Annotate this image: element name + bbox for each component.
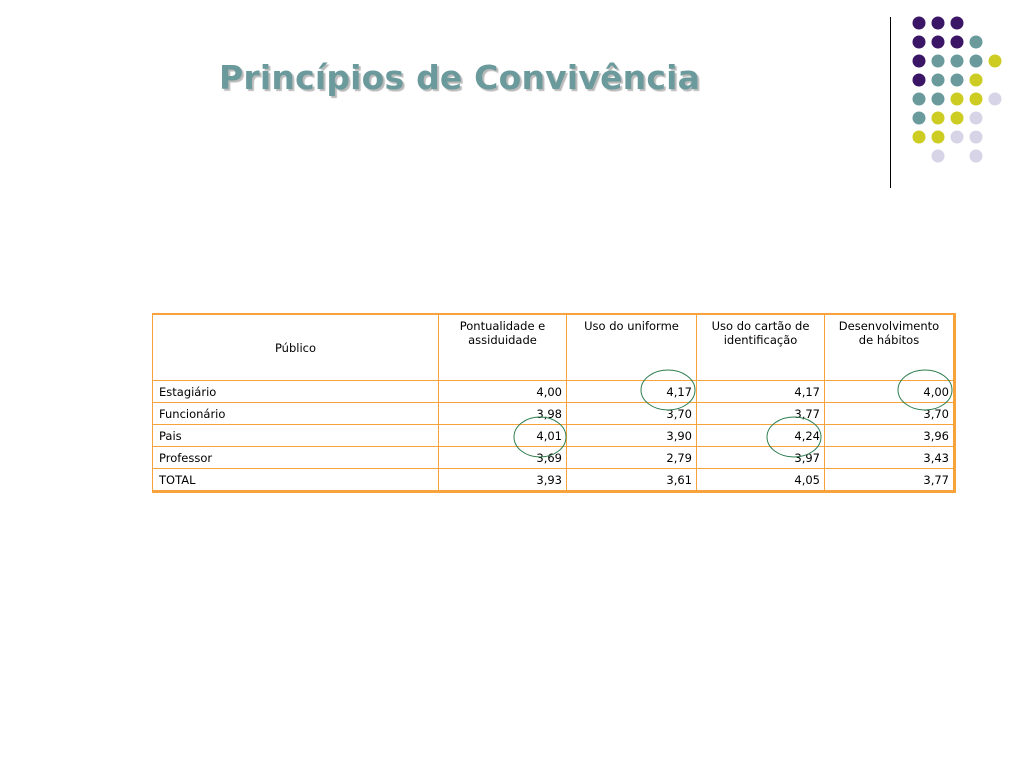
cell-value: 4,00	[825, 381, 955, 403]
decorative-dot	[932, 36, 945, 49]
decorative-dot	[913, 93, 926, 106]
decorative-dot	[913, 74, 926, 87]
decorative-dot	[970, 74, 983, 87]
cell-value: 3,96	[825, 425, 955, 447]
row-label: Funcionário	[153, 403, 439, 425]
table-header-row	[153, 314, 955, 381]
cell-value: 3,98	[439, 403, 567, 425]
decorative-dot	[932, 150, 945, 163]
cell-value: 4,24	[697, 425, 825, 447]
cell-value: 3,77	[697, 403, 825, 425]
divider-line	[890, 17, 891, 188]
header-pontualidade: Pontualidade e assiduidade	[439, 314, 567, 381]
decorative-dot	[970, 36, 983, 49]
table-row	[153, 425, 955, 447]
decorative-dot	[970, 131, 983, 144]
row-label: Professor	[153, 447, 439, 469]
decorative-dot	[970, 112, 983, 125]
cell-value: 3,70	[567, 403, 697, 425]
decorative-dot	[989, 93, 1002, 106]
decorative-dot	[932, 112, 945, 125]
decorative-dot-grid	[0, 0, 1024, 200]
cell-value: 3,70	[825, 403, 955, 425]
cell-value: 3,69	[439, 447, 567, 469]
cell-value: 4,17	[697, 381, 825, 403]
decorative-dot	[913, 17, 926, 30]
decorative-dot	[932, 131, 945, 144]
decorative-dot	[932, 55, 945, 68]
header-cartao: Uso do cartão de identificação	[697, 314, 825, 381]
decorative-dot	[951, 36, 964, 49]
table-row	[153, 447, 955, 469]
decorative-dot	[951, 17, 964, 30]
header-uniforme: Uso do uniforme	[567, 314, 697, 381]
decorative-dot	[932, 17, 945, 30]
results-table	[152, 313, 956, 493]
decorative-dot	[913, 112, 926, 125]
decorative-dot	[970, 150, 983, 163]
decorative-dot	[970, 93, 983, 106]
slide-title: Princípios de Convivência	[219, 58, 701, 97]
table-row	[153, 381, 955, 403]
decorative-dot	[932, 93, 945, 106]
cell-value: 4,17	[567, 381, 697, 403]
cell-value: 3,93	[439, 469, 567, 492]
cell-value: 4,00	[439, 381, 567, 403]
decorative-dot	[970, 55, 983, 68]
table-row	[153, 403, 955, 425]
cell-value: 4,05	[697, 469, 825, 492]
decorative-dot	[951, 112, 964, 125]
cell-value: 3,90	[567, 425, 697, 447]
decorative-dot	[951, 74, 964, 87]
cell-value: 4,01	[439, 425, 567, 447]
table-row-total	[153, 469, 955, 492]
decorative-dot	[989, 55, 1002, 68]
decorative-dot	[913, 36, 926, 49]
header-habitos: Desenvolvimento de hábitos	[825, 314, 955, 381]
row-label: Estagiário	[153, 381, 439, 403]
decorative-dot	[932, 74, 945, 87]
cell-value: 3,61	[567, 469, 697, 492]
cell-value: 3,77	[825, 469, 955, 492]
decorative-dot	[951, 131, 964, 144]
decorative-dot	[951, 93, 964, 106]
header-publico: Público	[153, 314, 439, 381]
decorative-dot	[913, 55, 926, 68]
decorative-dot	[913, 131, 926, 144]
cell-value: 3,97	[697, 447, 825, 469]
row-label: TOTAL	[153, 469, 439, 492]
row-label: Pais	[153, 425, 439, 447]
decorative-dot	[951, 55, 964, 68]
cell-value: 2,79	[567, 447, 697, 469]
cell-value: 3,43	[825, 447, 955, 469]
